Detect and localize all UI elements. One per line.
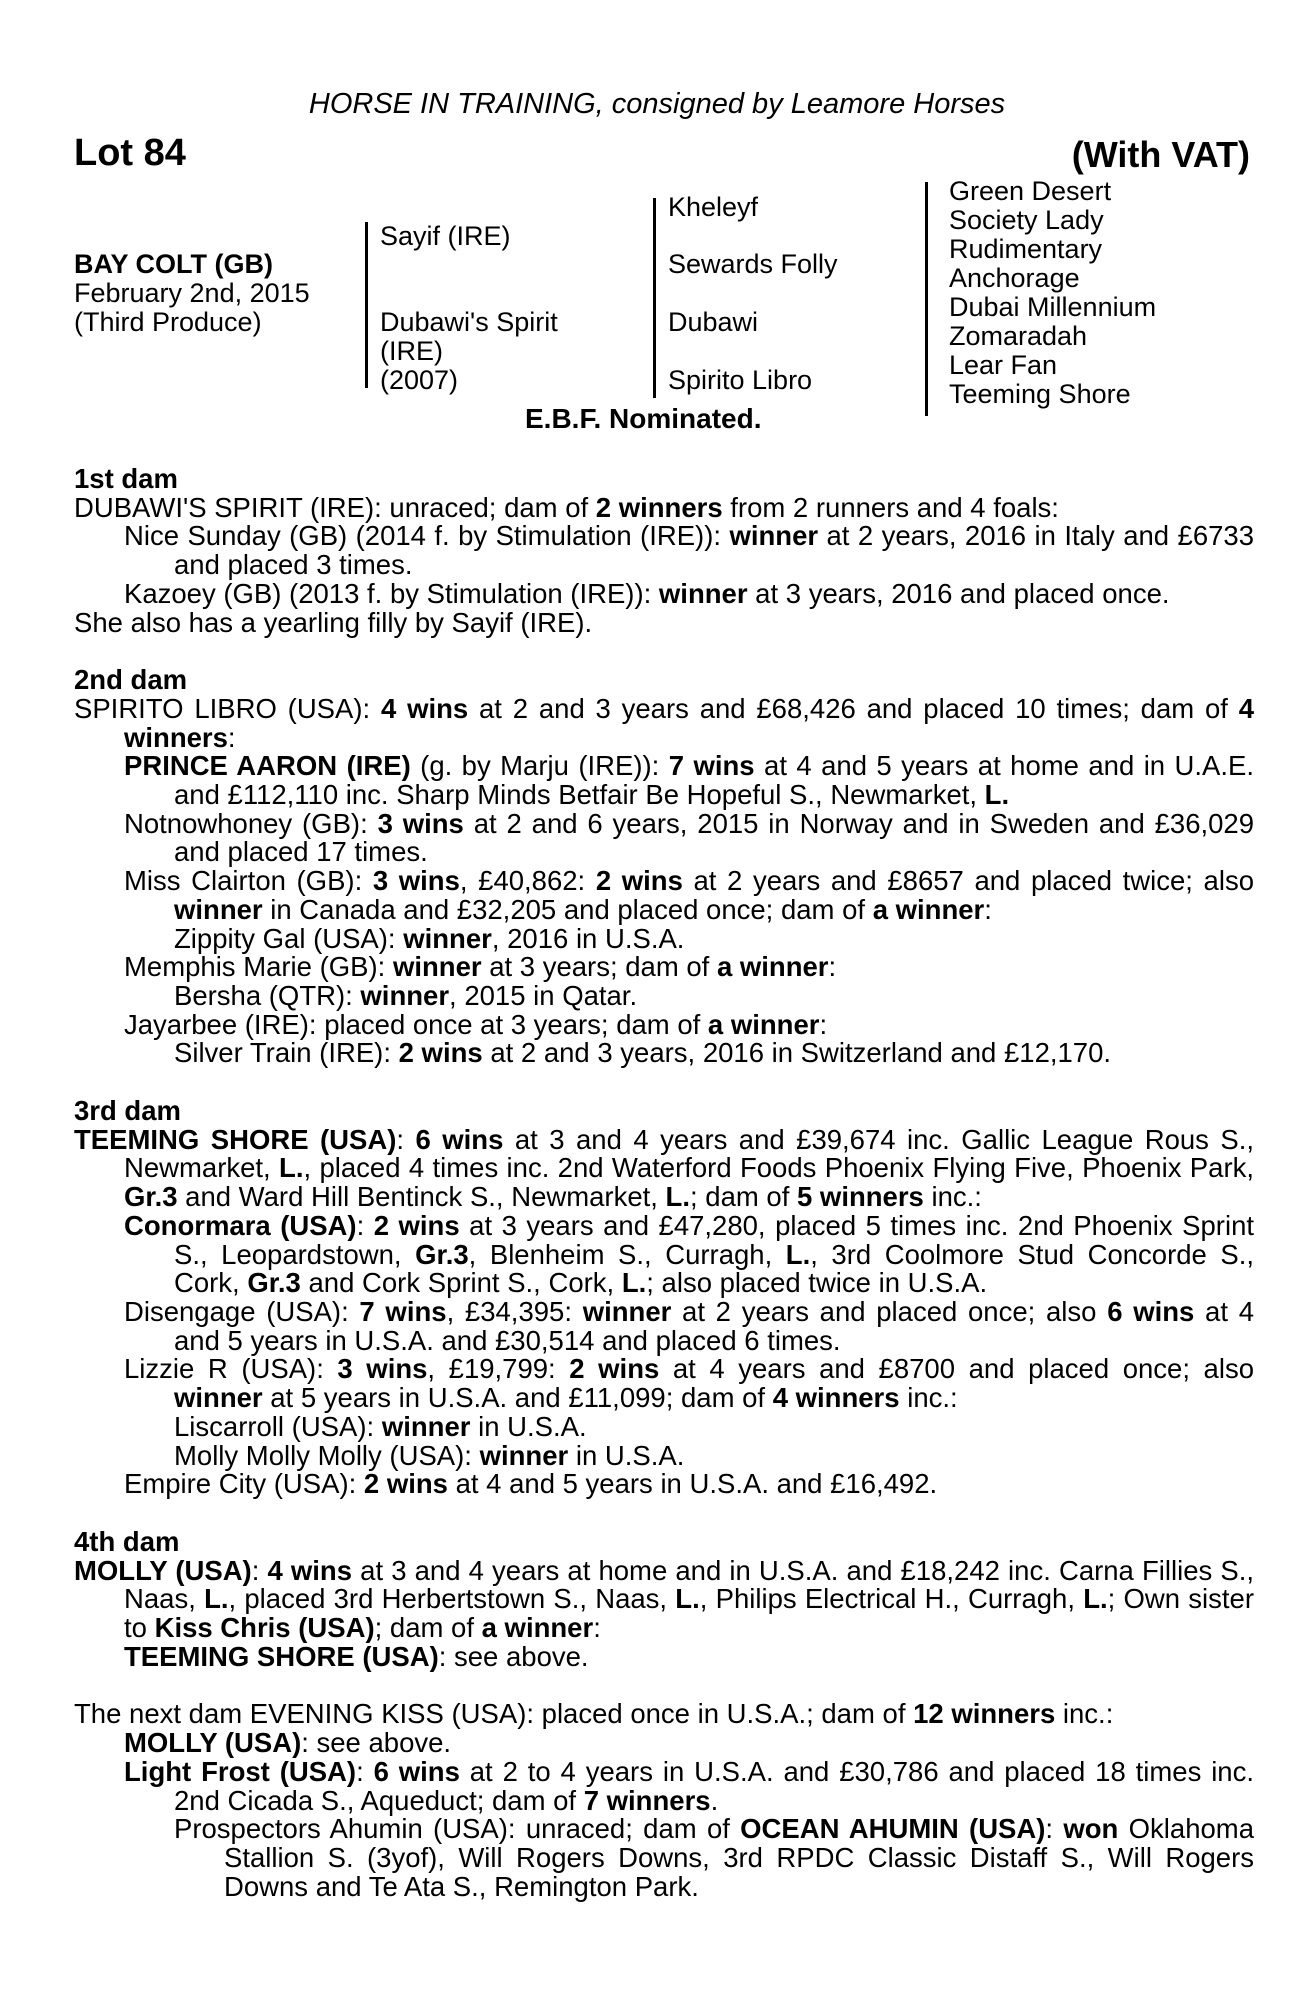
entry-text: at 4 and 5 years in U.S.A. and £30,514 and placed 6 times. (174, 1295, 1254, 1356)
dam-entry (74, 1755, 1254, 1816)
dam-entry (74, 1815, 1254, 1901)
entry-text: Silver Train (IRE): (174, 1037, 399, 1069)
dam-entry (74, 1640, 1254, 1672)
entry-text: at 2 years, 2016 in Italy and £6733 and placed 3 times. (174, 520, 1254, 581)
entry-text: , Blenheim S., Curragh, (468, 1238, 786, 1270)
pedigree-bracket-2 (653, 198, 656, 398)
pedigree-dam-country: (IRE) (380, 336, 443, 366)
entry-text: Notnowhoney (GB): (124, 807, 378, 839)
entry-text: at 3 and 4 years and £39,674 inc. Gallic League Rous S., Newmarket, (124, 1123, 1255, 1184)
ebf-nominated: E.B.F. Nominated. (525, 403, 762, 434)
pedigree-gen3-item: Green Desert (949, 176, 1112, 206)
entry-text: winner (403, 922, 492, 954)
dam-entry (74, 1729, 1254, 1758)
pedigree-dam: Dubawi's Spirit (380, 307, 558, 337)
entry-text: , placed 3rd Herbertstown S., Naas, (228, 1583, 676, 1615)
entry-text: ; Own sister to (124, 1583, 1254, 1644)
section-heading: 3rd dam (74, 1095, 181, 1127)
entry-text: : (1045, 1813, 1064, 1845)
entry-text: 4 winners (772, 1382, 900, 1414)
dam-entry (74, 1209, 1255, 1299)
entry-text: won (1063, 1813, 1119, 1845)
entry-text: winner (174, 893, 263, 925)
dam-entry (74, 752, 1254, 809)
pedigree-bracket-3 (925, 182, 928, 416)
dam-entry (74, 1295, 1254, 1356)
dam-entry (74, 1554, 1255, 1644)
entry-text: : (819, 1008, 828, 1040)
entry-text: a winner (481, 1612, 594, 1644)
entry-text: at 3 years and £47,280, placed 5 times inc. 2nd Phoenix Sprint S., Leopardstown, (174, 1209, 1255, 1270)
pedigree-gen3-item: Lear Fan (949, 350, 1058, 380)
entry-text: winner (479, 1439, 569, 1471)
entry-text: , £40,862: (459, 865, 596, 897)
entry-text: Light Frost (USA) (124, 1755, 357, 1787)
catalogue-body (74, 465, 1254, 1901)
entry-text: Miss Clairton (GB): (124, 865, 373, 897)
entry-text: , £19,799: (427, 1353, 570, 1385)
entry-text: 3 wins (372, 865, 460, 897)
entry-text: ; dam of (374, 1612, 482, 1644)
entry-text: ; dam of (690, 1181, 797, 1213)
entry-text: at 3 and 4 years at home and in U.S.A. and £18,242 inc. Carna Fillies S., Naas, (124, 1554, 1255, 1615)
entry-text: inc.: (923, 1181, 982, 1213)
pedigree-gen3-item: Rudimentary (949, 234, 1103, 264)
horse-produce-note: (Third Produce) (74, 307, 262, 337)
entry-text: : (356, 1755, 374, 1787)
entry-text: Jayarbee (IRE): placed once at 3 years; dam of (124, 1008, 708, 1040)
entry-text: at 2 to 4 years in U.S.A. and £30,786 and placed 18 times inc. 2nd Cicada S., Aqueduct; dam of (174, 1755, 1254, 1816)
entry-text: DUBAWI'S SPIRIT (IRE): unraced; dam of (74, 491, 596, 523)
dam-entry (74, 522, 1254, 579)
pedigree-gen3-item: Society Lady (949, 205, 1104, 235)
entry-text: She also has a yearling filly by Sayif (IRE). (74, 606, 593, 638)
pedigree-gen2-item: Sewards Folly (668, 249, 838, 279)
entry-text: and Cork Sprint S., Cork, (300, 1267, 622, 1299)
entry-text: L. (204, 1583, 229, 1615)
entry-text: MOLLY (USA) (74, 1554, 252, 1586)
entry-text: Gr.3 (415, 1238, 469, 1270)
entry-text: 7 wins (668, 750, 755, 782)
dam-entry (74, 1470, 1254, 1499)
entry-text: L. (1083, 1583, 1108, 1615)
entry-text: (g. by Marju (IRE)): (410, 750, 669, 782)
entry-text: 2 wins (569, 1353, 660, 1385)
entry-text: at 4 years and £8700 and placed once; also (659, 1353, 1254, 1385)
entry-text: TEEMING SHORE (USA) (74, 1123, 397, 1155)
entry-text: Nice Sunday (GB) (2014 f. by Stimulation (IRE)): (124, 520, 730, 552)
entry-text: a winner (716, 951, 829, 983)
entry-text: at 2 and 6 years, 2015 in Norway and in Sweden and £36,029 and placed 17 times. (174, 807, 1255, 868)
dam-entry (74, 1355, 1254, 1412)
entry-text: Lizzie R (USA): (124, 1353, 338, 1385)
consignment-line: HORSE IN TRAINING, consigned by Leamore Horses (308, 88, 1006, 120)
entry-text: : (828, 951, 837, 983)
entry-text: winner (360, 979, 450, 1011)
entry-text: Kiss Chris (USA) (154, 1612, 375, 1644)
entry-text: inc.: (1055, 1698, 1114, 1730)
entry-text: 3 wins (337, 1353, 428, 1385)
entry-text: Liscarroll (USA): (174, 1410, 382, 1442)
entry-text: , placed 4 times inc. 2nd Waterford Foods Phoenix Flying Five, Phoenix Park, (303, 1152, 1254, 1184)
entry-text: at 2 and 3 years, 2016 in Switzerland and £12,170. (482, 1037, 1112, 1069)
pedigree-gen2-item: Kheleyf (668, 192, 759, 222)
dam-entry (74, 979, 1254, 1011)
entry-text: a winner (707, 1008, 820, 1040)
entry-text: and Ward Hill Bentinck S., Newmarket, (177, 1181, 666, 1213)
section-gap (74, 637, 1254, 666)
entry-text: Molly Molly Molly (USA): (174, 1439, 480, 1471)
entry-text: L. (984, 779, 1010, 811)
entry-text: winner (658, 577, 748, 609)
entry-text: . (710, 1784, 719, 1816)
entry-text: a winner (872, 893, 985, 925)
entry-text: : (984, 893, 992, 925)
section-heading: 4th dam (74, 1525, 180, 1557)
entry-text: winner (174, 1382, 263, 1414)
section-heading: 2nd dam (74, 664, 188, 696)
vat-label: (With VAT) (1071, 134, 1250, 175)
entry-text: Gr.3 (124, 1181, 178, 1213)
pedigree-gen3-item: Teeming Shore (949, 379, 1131, 409)
entry-text: The next dam EVENING KISS (USA): placed once in U.S.A.; dam of (74, 1698, 914, 1730)
section-gap (74, 1499, 1254, 1528)
entry-text: , 2015 in Qatar. (449, 979, 638, 1011)
entry-text: OCEAN AHUMIN (USA) (740, 1813, 1046, 1845)
dam-entry (74, 1008, 1254, 1040)
entry-text: , 3rd Coolmore Stud Concorde S., Cork, (174, 1238, 1255, 1299)
entry-text: L. (621, 1267, 647, 1299)
entry-text: at 2 years and £8657 and placed twice; also (682, 865, 1254, 897)
entry-text: , £34,395: (446, 1295, 583, 1327)
entry-text: : (593, 1612, 601, 1644)
pedigree-bracket-1 (365, 222, 368, 388)
entry-text: Gr.3 (247, 1267, 301, 1299)
entry-text: : see above. (301, 1727, 452, 1759)
entry-text: ; also placed twice in U.S.A. (646, 1267, 988, 1299)
entry-text: winner (392, 951, 482, 983)
dam-entry (74, 807, 1255, 868)
pedigree-sire: Sayif (IRE) (380, 221, 511, 251)
entry-text: Empire City (USA): (124, 1468, 364, 1500)
entry-text: : (227, 721, 236, 753)
entry-text: Kazoey (GB) (2013 f. by Stimulation (IRE)): (124, 577, 659, 609)
dam-entry (74, 922, 1254, 954)
entry-text: 2 wins (398, 1037, 483, 1069)
entry-text: 5 winners (797, 1181, 924, 1213)
dam-entry (74, 606, 1254, 638)
entry-text: TEEMING SHORE (USA) (124, 1640, 439, 1672)
pedigree-dam-year: (2007) (380, 365, 459, 395)
dam-entry (74, 1439, 1254, 1471)
entry-text: , Philips Electrical H., Curragh, (699, 1583, 1084, 1615)
entry-text: 12 winners (913, 1698, 1056, 1730)
entry-text: 7 wins (359, 1295, 447, 1327)
dam-entry (74, 1039, 1254, 1068)
entry-text: from 2 runners and 4 foals: (722, 491, 1059, 523)
entry-text: Zippity Gal (USA): (174, 922, 404, 954)
entry-text: winner (729, 520, 819, 552)
entry-text: L. (665, 1181, 690, 1213)
entry-text: MOLLY (USA) (124, 1727, 302, 1759)
pedigree-gen3-item: Zomaradah (949, 321, 1088, 351)
section-gap (74, 1068, 1254, 1097)
dam-entry (74, 867, 1254, 924)
entry-text: : (356, 1209, 374, 1241)
entry-text: 4 wins (380, 692, 469, 724)
entry-text: 2 wins (595, 865, 683, 897)
entry-text: L. (279, 1152, 304, 1184)
entry-text: at 3 years, 2016 and placed once. (747, 577, 1170, 609)
section-gap (74, 1671, 1254, 1700)
entry-text: at 4 and 5 years at home and in U.A.E. and £112,110 inc. Sharp Minds Betfair Be Hopeful S., Newmarket, (174, 750, 1254, 811)
entry-text: inc.: (899, 1382, 958, 1414)
entry-text: in Canada and £32,205 and placed once; dam of (262, 893, 873, 925)
dam-entry (74, 491, 1254, 523)
section-heading: 1st dam (74, 463, 178, 494)
entry-text: winner (582, 1295, 672, 1327)
entry-text: in U.S.A. (470, 1410, 587, 1442)
entry-text: Conormara (USA) (124, 1209, 357, 1241)
pedigree-gen2-item: Dubawi (668, 307, 759, 337)
entry-text: 6 wins (373, 1755, 460, 1787)
entry-text: SPIRITO LIBRO (USA): (74, 692, 381, 724)
dam-entry (74, 1410, 1254, 1442)
entry-text: in U.S.A. (568, 1439, 685, 1471)
dam-entry (74, 953, 1254, 982)
dam-entry (74, 1123, 1255, 1213)
entry-text: at 3 years; dam of (481, 951, 717, 983)
entry-text: 7 winners (583, 1784, 711, 1816)
dam-entry (74, 1700, 1254, 1729)
lot-number: Lot 84 (74, 132, 186, 174)
entry-text: L. (785, 1238, 811, 1270)
entry-text: 2 wins (363, 1468, 448, 1500)
horse-name: BAY COLT (GB) (74, 249, 274, 279)
entry-text: PRINCE AARON (IRE) (124, 750, 411, 782)
entry-text: Prospectors Ahumin (USA): unraced; dam of (174, 1813, 741, 1845)
entry-text: Disengage (USA): (124, 1295, 360, 1327)
entry-text: 6 wins (1107, 1295, 1195, 1327)
entry-text: 2 wins (373, 1209, 460, 1241)
entry-text: 4 winners (124, 692, 1255, 753)
pedigree-gen3-item: Dubai Millennium (949, 292, 1157, 322)
entry-text: 3 wins (377, 807, 464, 839)
entry-text: 2 winners (595, 491, 723, 523)
entry-text: : (251, 1554, 268, 1586)
entry-text: L. (675, 1583, 700, 1615)
entry-text: 6 wins (415, 1123, 504, 1155)
dam-entry (74, 692, 1255, 753)
entry-text: Memphis Marie (GB): (124, 951, 393, 983)
horse-dob: February 2nd, 2015 (74, 278, 310, 308)
entry-text: winner (381, 1410, 471, 1442)
entry-text: Oklahoma Stallion S. (3yof), Will Rogers Downs, 3rd RPDC Classic Distaff S., Will Rogers Downs and Te Ata S., Remington Park. (224, 1813, 1254, 1902)
entry-text: at 2 years and placed once; also (671, 1295, 1108, 1327)
entry-text: , 2016 in U.S.A. (491, 922, 685, 954)
dam-entry (74, 577, 1254, 609)
pedigree-gen3-item: Anchorage (949, 263, 1080, 293)
entry-text: at 4 and 5 years in U.S.A. and £16,492. (447, 1468, 938, 1500)
entry-text: 4 wins (267, 1554, 353, 1586)
entry-text: at 5 years in U.S.A. and £11,099; dam of (262, 1382, 773, 1414)
entry-text: : see above. (438, 1640, 589, 1672)
entry-text: Bersha (QTR): (174, 979, 361, 1011)
pedigree-gen2-item: Spirito Libro (668, 365, 813, 395)
entry-text: at 2 and 3 years and £68,426 and placed 10 times; dam of (468, 692, 1239, 724)
entry-text: : (396, 1123, 416, 1155)
